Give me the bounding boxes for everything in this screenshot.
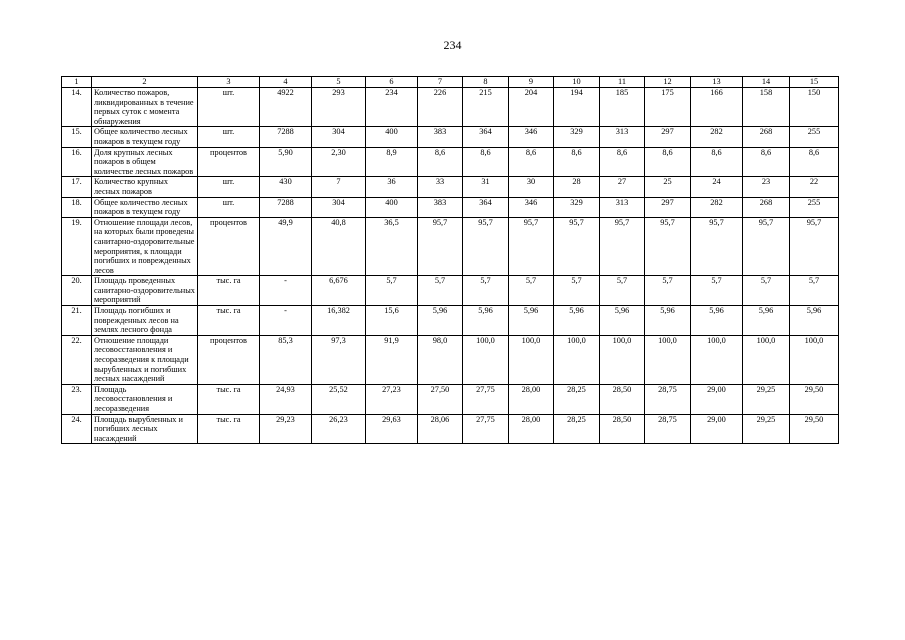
value-cell: 364 <box>463 197 509 217</box>
value-cell: 28,75 <box>645 384 691 414</box>
value-cell: 383 <box>418 197 463 217</box>
value-cell: 100,0 <box>743 335 790 384</box>
value-cell: 8,6 <box>418 147 463 177</box>
column-header: 11 <box>600 77 645 88</box>
page-number: 234 <box>443 38 462 52</box>
value-cell: 31 <box>463 177 509 197</box>
indicator-name: Количество пожаров, ликвидированных в течение первых суток с момента обнаружения <box>92 88 198 127</box>
value-cell: 100,0 <box>463 335 509 384</box>
indicator-name: Доля крупных лесных пожаров в общем количестве лесных пожаров <box>92 147 198 177</box>
value-cell: 194 <box>554 88 600 127</box>
column-header: 9 <box>509 77 554 88</box>
value-cell: 8,6 <box>509 147 554 177</box>
value-cell: 100,0 <box>554 335 600 384</box>
value-cell: 215 <box>463 88 509 127</box>
column-header: 14 <box>743 77 790 88</box>
value-cell: 5,96 <box>600 306 645 336</box>
value-cell: 15,6 <box>366 306 418 336</box>
unit-cell: процентов <box>198 217 260 276</box>
table-row <box>62 147 839 177</box>
value-cell: 29,50 <box>790 384 839 414</box>
value-cell: 313 <box>600 197 645 217</box>
value-cell: 100,0 <box>790 335 839 384</box>
value-cell: 33 <box>418 177 463 197</box>
value-cell: 28,75 <box>645 414 691 444</box>
value-cell: 8,6 <box>600 147 645 177</box>
value-cell: 5,7 <box>790 276 839 306</box>
value-cell: 29,50 <box>790 414 839 444</box>
unit-cell: тыс. га <box>198 384 260 414</box>
indicator-name: Площадь погибших и поврежденных лесов на землях лесного фонда <box>92 306 198 336</box>
value-cell: 28,25 <box>554 414 600 444</box>
value-cell: 26,23 <box>312 414 366 444</box>
table-row <box>62 217 839 276</box>
value-cell: 28,06 <box>418 414 463 444</box>
value-cell: 4922 <box>260 88 312 127</box>
value-cell: 28,25 <box>554 384 600 414</box>
value-cell: 23 <box>743 177 790 197</box>
value-cell: 8,6 <box>463 147 509 177</box>
value-cell: 25,52 <box>312 384 366 414</box>
value-cell: 40,8 <box>312 217 366 276</box>
value-cell: 304 <box>312 197 366 217</box>
indicator-name: Площадь лесовосстановления и лесоразведения <box>92 384 198 414</box>
value-cell: 25 <box>645 177 691 197</box>
value-cell: 22 <box>790 177 839 197</box>
table-row <box>62 276 839 306</box>
table-row <box>62 197 839 217</box>
value-cell: 5,7 <box>418 276 463 306</box>
value-cell: 5,7 <box>366 276 418 306</box>
value-cell: 27,50 <box>418 384 463 414</box>
value-cell: 8,9 <box>366 147 418 177</box>
value-cell: 5,96 <box>691 306 743 336</box>
row-number: 19. <box>62 217 92 276</box>
value-cell: 24 <box>691 177 743 197</box>
value-cell: 95,7 <box>600 217 645 276</box>
value-cell: 5,7 <box>554 276 600 306</box>
row-number: 17. <box>62 177 92 197</box>
value-cell: 166 <box>691 88 743 127</box>
indicator-name: Общее количество лесных пожаров в текущем году <box>92 127 198 147</box>
value-cell: 29,63 <box>366 414 418 444</box>
value-cell: 5,96 <box>790 306 839 336</box>
value-cell: 5,96 <box>509 306 554 336</box>
column-header: 3 <box>198 77 260 88</box>
value-cell: 5,7 <box>600 276 645 306</box>
table-row <box>62 414 839 444</box>
row-number: 14. <box>62 88 92 127</box>
value-cell: 255 <box>790 197 839 217</box>
table-header-row <box>62 77 839 88</box>
table-row <box>62 88 839 127</box>
indicator-name: Общее количество лесных пожаров в текущем году <box>92 197 198 217</box>
row-number: 16. <box>62 147 92 177</box>
value-cell: 364 <box>463 127 509 147</box>
unit-cell: шт. <box>198 127 260 147</box>
value-cell: 91,9 <box>366 335 418 384</box>
value-cell: 175 <box>645 88 691 127</box>
value-cell: 5,7 <box>691 276 743 306</box>
value-cell: 400 <box>366 127 418 147</box>
value-cell: - <box>260 276 312 306</box>
row-number: 24. <box>62 414 92 444</box>
value-cell: 313 <box>600 127 645 147</box>
unit-cell: тыс. га <box>198 414 260 444</box>
value-cell: 297 <box>645 197 691 217</box>
value-cell: 430 <box>260 177 312 197</box>
value-cell: 95,7 <box>509 217 554 276</box>
table-row <box>62 306 839 336</box>
value-cell: 5,90 <box>260 147 312 177</box>
value-cell: 329 <box>554 197 600 217</box>
value-cell: 7288 <box>260 197 312 217</box>
indicator-name: Площадь вырубленных и погибших лесных насаждений <box>92 414 198 444</box>
value-cell: 8,6 <box>691 147 743 177</box>
column-header: 1 <box>62 77 92 88</box>
unit-cell: тыс. га <box>198 306 260 336</box>
value-cell: 100,0 <box>645 335 691 384</box>
value-cell: 5,96 <box>463 306 509 336</box>
value-cell: 29,25 <box>743 414 790 444</box>
value-cell: 95,7 <box>554 217 600 276</box>
value-cell: 329 <box>554 127 600 147</box>
unit-cell: шт. <box>198 197 260 217</box>
value-cell: 8,6 <box>645 147 691 177</box>
value-cell: 5,96 <box>554 306 600 336</box>
value-cell: 293 <box>312 88 366 127</box>
unit-cell: шт. <box>198 177 260 197</box>
value-cell: 27,75 <box>463 414 509 444</box>
value-cell: 268 <box>743 127 790 147</box>
unit-cell: процентов <box>198 147 260 177</box>
row-number: 22. <box>62 335 92 384</box>
row-number: 18. <box>62 197 92 217</box>
column-header: 10 <box>554 77 600 88</box>
value-cell: 27 <box>600 177 645 197</box>
row-number: 15. <box>62 127 92 147</box>
value-cell: 36 <box>366 177 418 197</box>
value-cell: 29,00 <box>691 414 743 444</box>
value-cell: 95,7 <box>691 217 743 276</box>
value-cell: 28,00 <box>509 384 554 414</box>
value-cell: 8,6 <box>790 147 839 177</box>
row-number: 23. <box>62 384 92 414</box>
value-cell: 100,0 <box>509 335 554 384</box>
unit-cell: процентов <box>198 335 260 384</box>
value-cell: 234 <box>366 88 418 127</box>
value-cell: 27,23 <box>366 384 418 414</box>
value-cell: 6,676 <box>312 276 366 306</box>
value-cell: 28,00 <box>509 414 554 444</box>
column-header: 5 <box>312 77 366 88</box>
value-cell: 95,7 <box>463 217 509 276</box>
value-cell: 97,3 <box>312 335 366 384</box>
value-cell: 346 <box>509 127 554 147</box>
value-cell: 383 <box>418 127 463 147</box>
value-cell: 30 <box>509 177 554 197</box>
value-cell: - <box>260 306 312 336</box>
indicator-name: Отношение площади лесов, на которых были проведены санитарно-оздоровительные мероприятия, к площади погибших и поврежденных лесов <box>92 217 198 276</box>
value-cell: 95,7 <box>645 217 691 276</box>
value-cell: 28,50 <box>600 384 645 414</box>
value-cell: 5,7 <box>463 276 509 306</box>
value-cell: 16,382 <box>312 306 366 336</box>
value-cell: 98,0 <box>418 335 463 384</box>
value-cell: 27,75 <box>463 384 509 414</box>
value-cell: 204 <box>509 88 554 127</box>
value-cell: 150 <box>790 88 839 127</box>
table-row <box>62 127 839 147</box>
value-cell: 5,96 <box>418 306 463 336</box>
value-cell: 185 <box>600 88 645 127</box>
value-cell: 36,5 <box>366 217 418 276</box>
column-header: 8 <box>463 77 509 88</box>
value-cell: 5,96 <box>645 306 691 336</box>
value-cell: 226 <box>418 88 463 127</box>
row-number: 20. <box>62 276 92 306</box>
value-cell: 400 <box>366 197 418 217</box>
value-cell: 5,96 <box>743 306 790 336</box>
value-cell: 282 <box>691 127 743 147</box>
column-header: 6 <box>366 77 418 88</box>
value-cell: 28 <box>554 177 600 197</box>
value-cell: 282 <box>691 197 743 217</box>
value-cell: 95,7 <box>418 217 463 276</box>
indicator-name: Количество крупных лесных пожаров <box>92 177 198 197</box>
value-cell: 95,7 <box>743 217 790 276</box>
value-cell: 346 <box>509 197 554 217</box>
value-cell: 7288 <box>260 127 312 147</box>
table-row <box>62 384 839 414</box>
value-cell: 8,6 <box>743 147 790 177</box>
unit-cell: шт. <box>198 88 260 127</box>
value-cell: 5,7 <box>509 276 554 306</box>
column-header: 13 <box>691 77 743 88</box>
unit-cell: тыс. га <box>198 276 260 306</box>
value-cell: 29,23 <box>260 414 312 444</box>
value-cell: 28,50 <box>600 414 645 444</box>
indicator-name: Площадь проведенных санитарно-оздоровительных мероприятий <box>92 276 198 306</box>
value-cell: 304 <box>312 127 366 147</box>
value-cell: 268 <box>743 197 790 217</box>
value-cell: 24,93 <box>260 384 312 414</box>
value-cell: 5,7 <box>645 276 691 306</box>
row-number: 21. <box>62 306 92 336</box>
value-cell: 85,3 <box>260 335 312 384</box>
column-header: 4 <box>260 77 312 88</box>
column-header: 7 <box>418 77 463 88</box>
value-cell: 255 <box>790 127 839 147</box>
table-row <box>62 335 839 384</box>
value-cell: 29,25 <box>743 384 790 414</box>
value-cell: 8,6 <box>554 147 600 177</box>
value-cell: 100,0 <box>691 335 743 384</box>
column-header: 12 <box>645 77 691 88</box>
value-cell: 158 <box>743 88 790 127</box>
value-cell: 49,9 <box>260 217 312 276</box>
value-cell: 2,30 <box>312 147 366 177</box>
column-header: 15 <box>790 77 839 88</box>
indicators-table <box>61 76 839 444</box>
table-body <box>62 77 839 444</box>
value-cell: 100,0 <box>600 335 645 384</box>
value-cell: 5,7 <box>743 276 790 306</box>
value-cell: 29,00 <box>691 384 743 414</box>
value-cell: 7 <box>312 177 366 197</box>
value-cell: 95,7 <box>790 217 839 276</box>
value-cell: 297 <box>645 127 691 147</box>
table-row <box>62 177 839 197</box>
column-header: 2 <box>92 77 198 88</box>
indicator-name: Отношение площади лесовосстановления и лесоразведения к площади вырубленных и погибших лесных насаждений <box>92 335 198 384</box>
